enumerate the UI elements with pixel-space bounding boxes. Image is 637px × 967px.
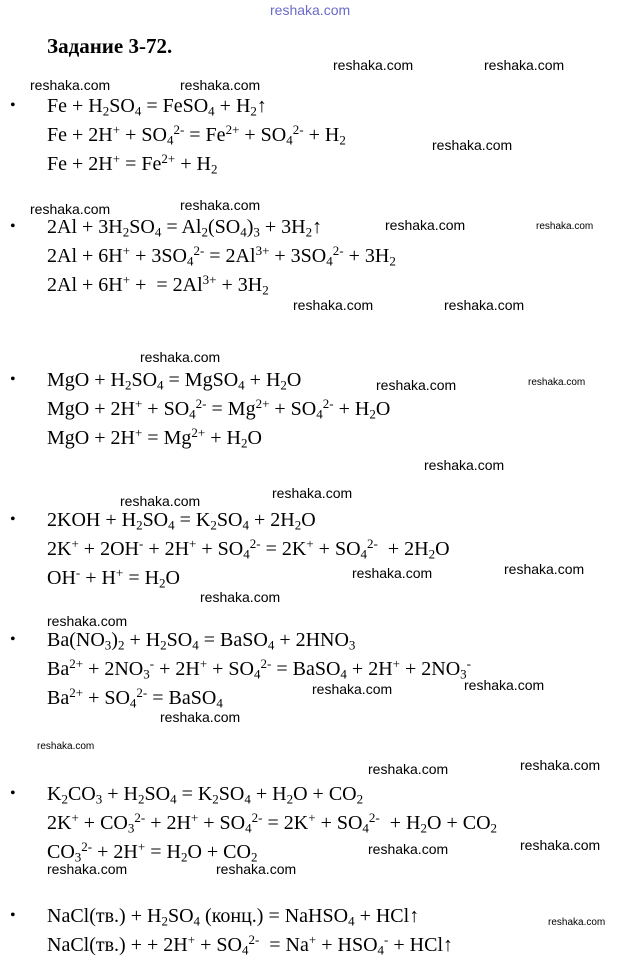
equation-line: MgO + $H_2SO_4$ = MgSO$_4$ + $H_2O$: [47, 369, 302, 393]
watermark: reshaka.com: [216, 861, 297, 877]
equation-line: $2K^+ + 2OH^- + 2H^+ + SO_4^{2-} = 2K^+ + SO_4^{2-} + 2H_2O$: [47, 535, 450, 562]
watermark: reshaka.com: [312, 681, 393, 697]
watermark: reshaka.com: [200, 589, 281, 605]
header-watermark: reshaka.com: [270, 2, 351, 18]
bullet-icon: •: [10, 631, 16, 648]
watermark: reshaka.com: [37, 741, 95, 752]
watermark: reshaka.com: [536, 221, 594, 232]
equation-line: MgO + $2H^+ = Mg^{2+} + H_2O$: [47, 424, 262, 451]
watermark: reshaka.com: [120, 493, 201, 509]
watermark: reshaka.com: [160, 709, 241, 725]
watermark: reshaka.com: [376, 377, 457, 393]
watermark: reshaka.com: [484, 57, 565, 73]
equation-line: $Fe + 2H^+ + SO_4^{2-} = Fe^{2+} + SO_4^{2-} + H_2$: [47, 121, 346, 148]
equation-line: MgO + $2H^+ + SO_4^{2-} = Mg^{2+} + SO_4^{2-} + H_2O$: [47, 395, 391, 422]
equation-line: $Ba^{2+} + SO_4^{2-}$ = BaSO$_4$: [47, 684, 223, 711]
equation-line: $Fe + H_2SO_4$ = FeSO$_4$ + $H_2↑$: [47, 95, 267, 119]
equation-line: $Fe + 2H^+ = Fe^{2+} + H_2$: [47, 150, 218, 177]
watermark: reshaka.com: [30, 77, 111, 93]
watermark: reshaka.com: [47, 613, 128, 629]
equation-line: $Ba(NO_3)_2 + H_2SO_4$ = BaSO$_4$ + $2HNO_3$: [47, 629, 356, 653]
bullet-icon: •: [10, 371, 16, 388]
watermark: reshaka.com: [333, 57, 414, 73]
watermark: reshaka.com: [293, 297, 374, 313]
watermark: reshaka.com: [272, 485, 353, 501]
watermark: reshaka.com: [520, 837, 601, 853]
equation-line: $CO_3^{2-} + 2H^+ = H_2O + CO_2$: [47, 838, 258, 865]
bullet-icon: •: [10, 785, 16, 802]
watermark: reshaka.com: [47, 861, 128, 877]
watermark: reshaka.com: [180, 197, 261, 213]
watermark: reshaka.com: [140, 349, 221, 365]
watermark: reshaka.com: [30, 201, 111, 217]
watermark: reshaka.com: [368, 841, 449, 857]
bullet-icon: •: [10, 511, 16, 528]
watermark: reshaka.com: [424, 457, 505, 473]
bullet-icon: •: [10, 97, 16, 114]
task-title: Задание 3-72.: [47, 34, 173, 58]
watermark: reshaka.com: [504, 561, 585, 577]
equation-line: $2KOH + H_2SO_4 = K_2SO_4 + 2H_2O$: [47, 509, 316, 533]
watermark: reshaka.com: [368, 761, 449, 777]
watermark: reshaka.com: [548, 917, 606, 928]
bullet-icon: •: [10, 218, 16, 235]
watermark: reshaka.com: [520, 757, 601, 773]
equation-line: $Ba^{2+} + 2NO_3^- + 2H^+ + SO_4^{2-}$ = BaSO$_4$ + $2H^+ + 2NO_3^-$: [47, 655, 472, 682]
watermark: reshaka.com: [352, 565, 433, 581]
watermark: reshaka.com: [464, 677, 545, 693]
watermark: reshaka.com: [385, 217, 466, 233]
equation-line: $OH^- + H^+ = H_2O$: [47, 564, 180, 591]
watermark: reshaka.com: [432, 137, 513, 153]
equation-line: 2Al + 6H+ + = $2Al^{3+} + 3H_2$: [47, 271, 269, 298]
watermark: reshaka.com: [444, 297, 525, 313]
equation-line: NaCl(тв.) + + $2H^+ + SO_4^{2-} = Na^+ + HSO_4^-$ + HCl↑: [47, 931, 453, 958]
equation-line: $2Al + 6H^+ + 3SO_4^{2-} = 2Al^{3+} + 3SO_4^{2-} + 3H_2$: [47, 242, 396, 269]
equation-line: NaCl(тв.) + $H_2SO_4$ (конц.) = NaHSO$_4$ + HCl↑: [47, 905, 420, 929]
watermark: reshaka.com: [528, 377, 586, 388]
equation-line: $2K^+ + CO_3^{2-} + 2H^+ + SO_4^{2-} = 2K^+ + SO_4^{2-} + H_2O + CO_2$: [47, 809, 498, 836]
equation-line: $2Al + 3H_2SO_4 = Al_2(SO_4)_3$ + $3H_2↑$: [47, 216, 323, 240]
bullet-icon: •: [10, 907, 16, 924]
equation-line: $K_2CO_3 + H_2SO_4 = K_2SO_4 + H_2O + CO_2$: [47, 783, 364, 807]
watermark: reshaka.com: [180, 77, 261, 93]
